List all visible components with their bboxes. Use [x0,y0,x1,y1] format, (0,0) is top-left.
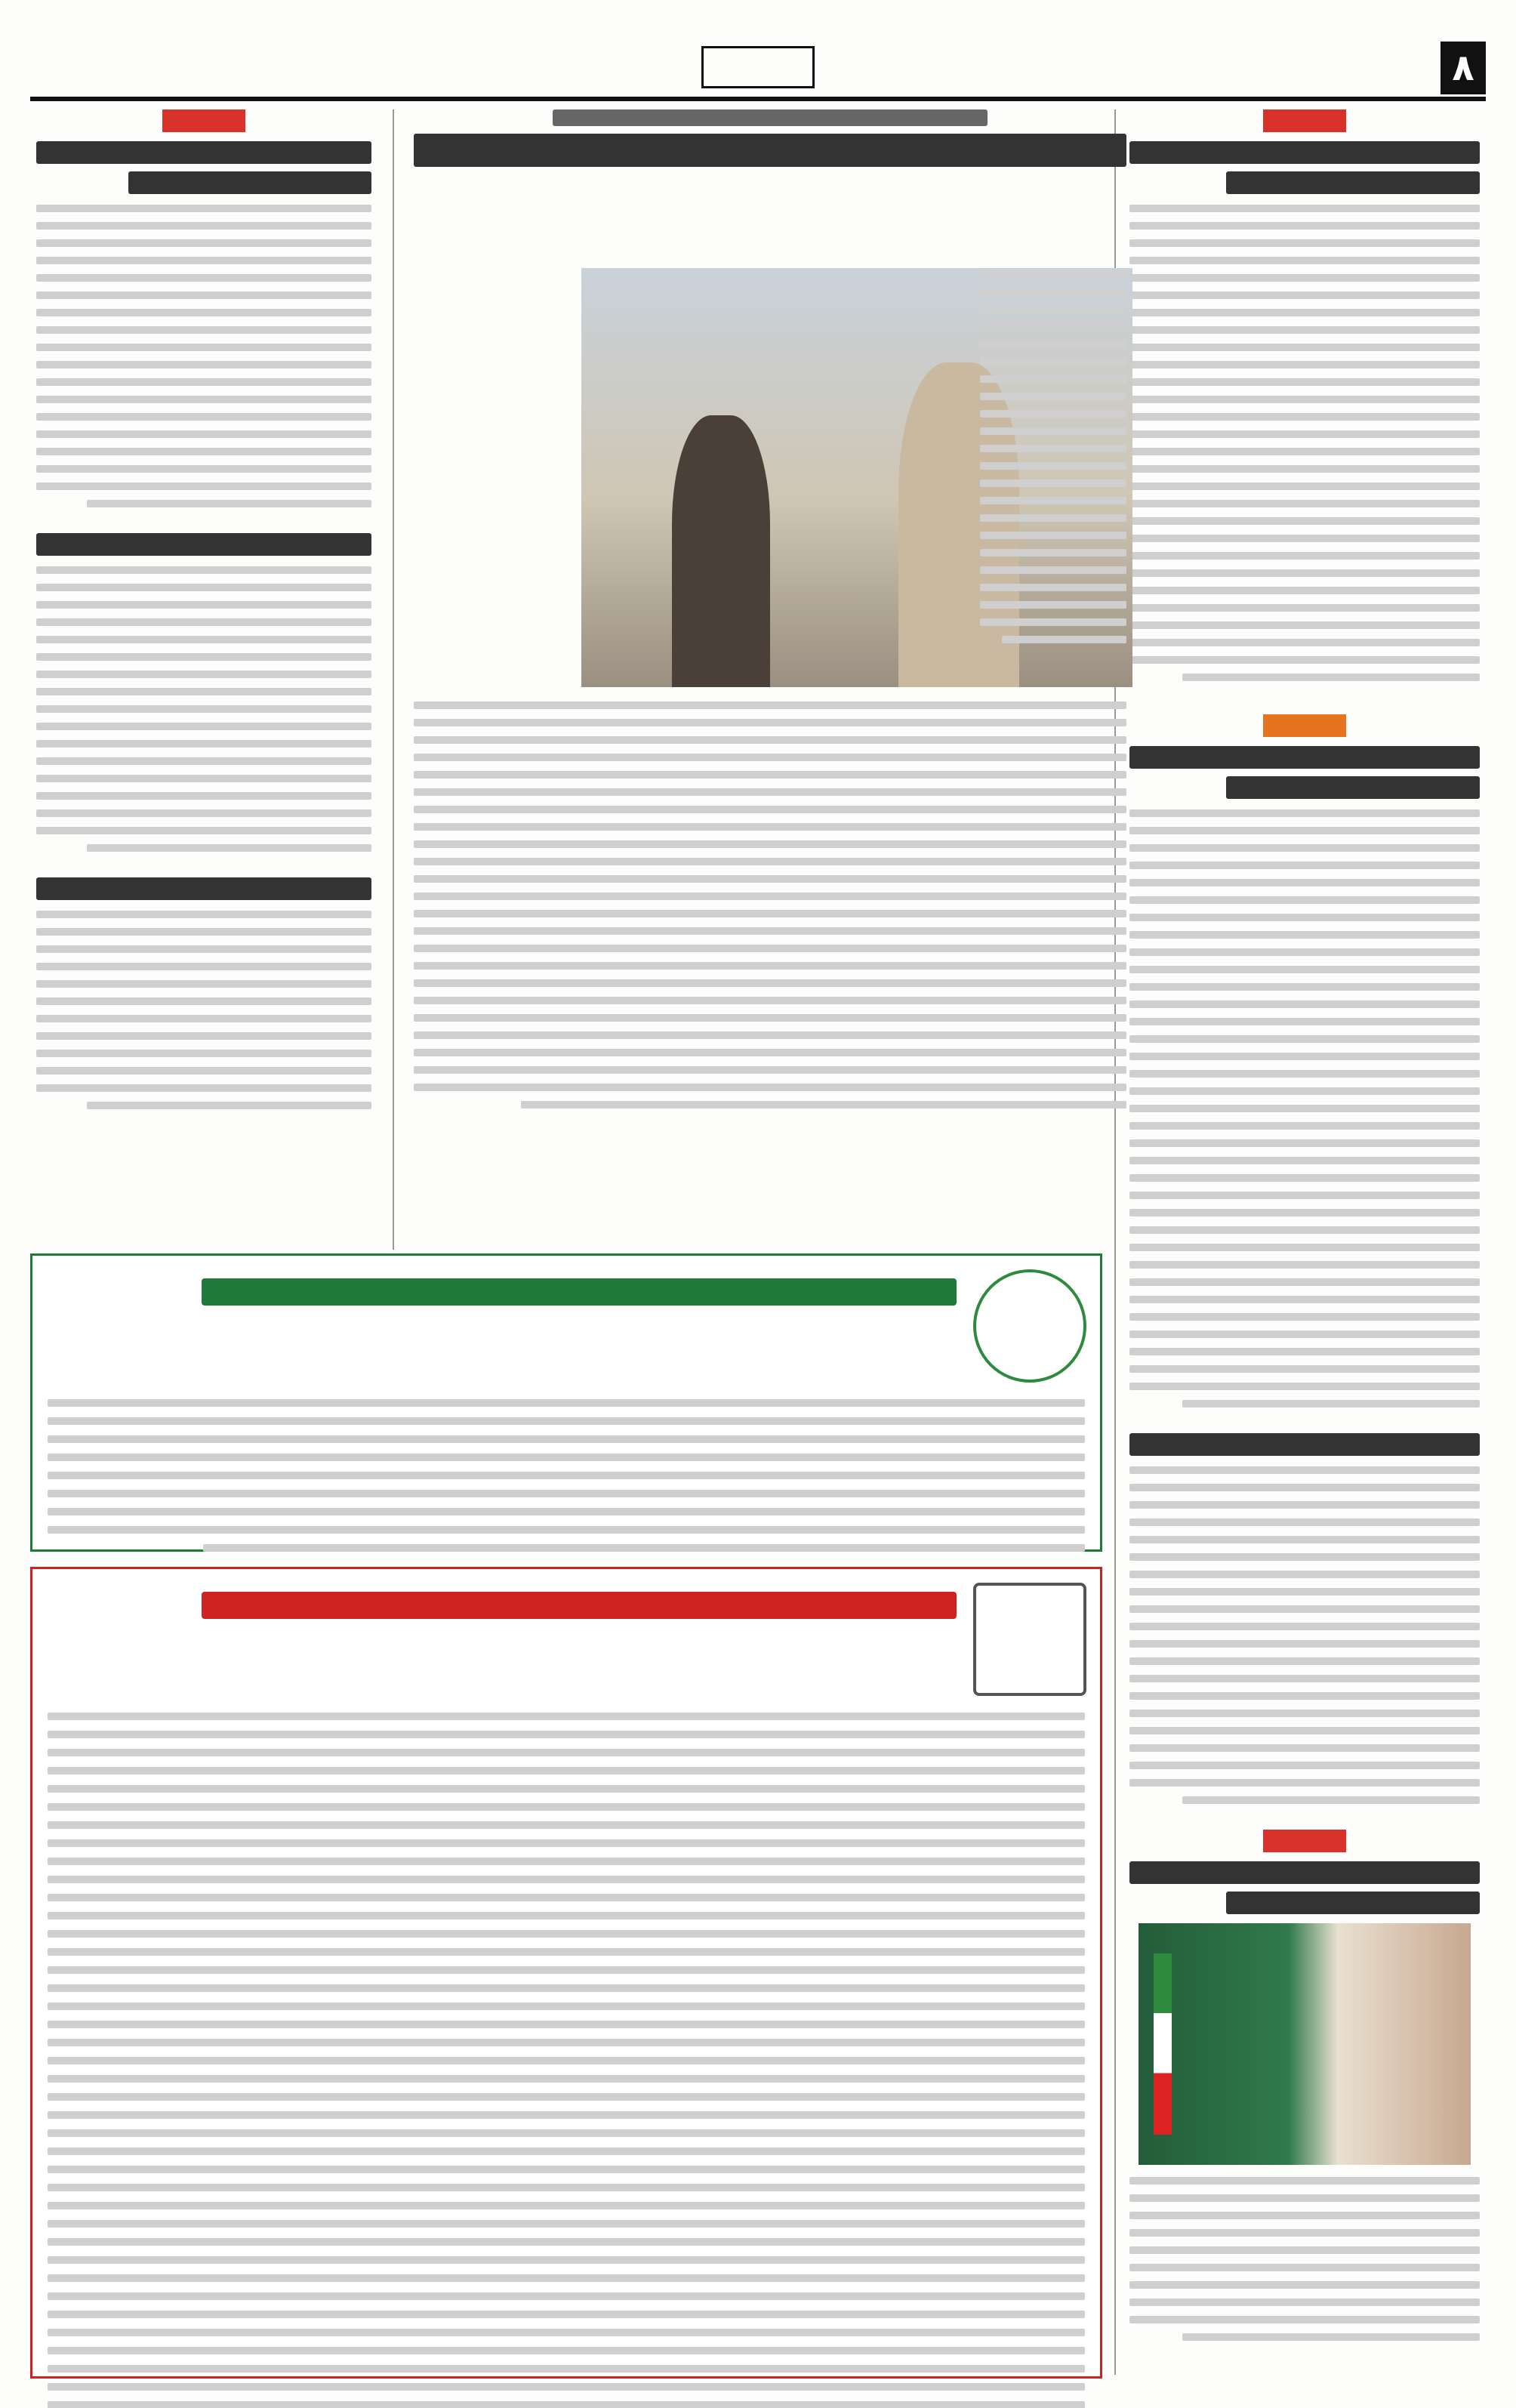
article-kicker-placeholder [553,109,988,126]
public-tender-notice [30,1253,1102,1552]
newspaper-logo [701,46,815,88]
article-headline-placeholder [1226,1892,1480,1914]
portrait-photo [1139,1923,1471,2165]
article-headline-placeholder [1129,1861,1480,1884]
article-body-placeholder [30,908,377,1112]
article-body-placeholder [974,268,1132,646]
article-headline-placeholder [128,171,371,194]
notice-logo [973,1269,1086,1383]
notice-title-placeholder [202,1278,957,1306]
flag-shape [1154,1953,1172,2135]
article-body-placeholder [1123,1463,1486,1807]
page-number: ۸ [1441,42,1486,94]
center-column [408,109,1132,1250]
article-headline-placeholder [1226,171,1480,194]
article-body-placeholder [30,202,377,510]
column-divider [393,109,394,1250]
notice-body-placeholder [48,1399,1085,1562]
notice-logo [973,1583,1086,1696]
masthead-rule [30,97,1486,101]
article-headline-placeholder [36,141,371,164]
right-column [1123,109,1486,2375]
article-headline-placeholder [1226,776,1480,799]
article-headline-placeholder [36,877,371,900]
notice-body-placeholder [48,1713,1085,2408]
article-headline-placeholder [414,134,1126,167]
left-column [30,109,377,1250]
article-headline-placeholder [1129,141,1480,164]
article-headline-placeholder [1129,746,1480,769]
article-body-placeholder [1123,806,1486,1411]
article-headline-placeholder [1129,1433,1480,1456]
article-body-placeholder [30,563,377,855]
region-tag [1263,1830,1346,1852]
article-body-placeholder [1123,2174,1486,2344]
article-body-placeholder [1123,202,1486,684]
masthead [30,42,1486,94]
region-tag [162,109,245,132]
region-tag [1263,714,1346,737]
region-tag [1263,109,1346,132]
article-headline-placeholder [36,533,371,556]
photo-figure [672,415,770,687]
notice-title-placeholder [202,1592,957,1619]
article-body-placeholder [408,698,1132,1112]
deed-registration-notice [30,1567,1102,2379]
